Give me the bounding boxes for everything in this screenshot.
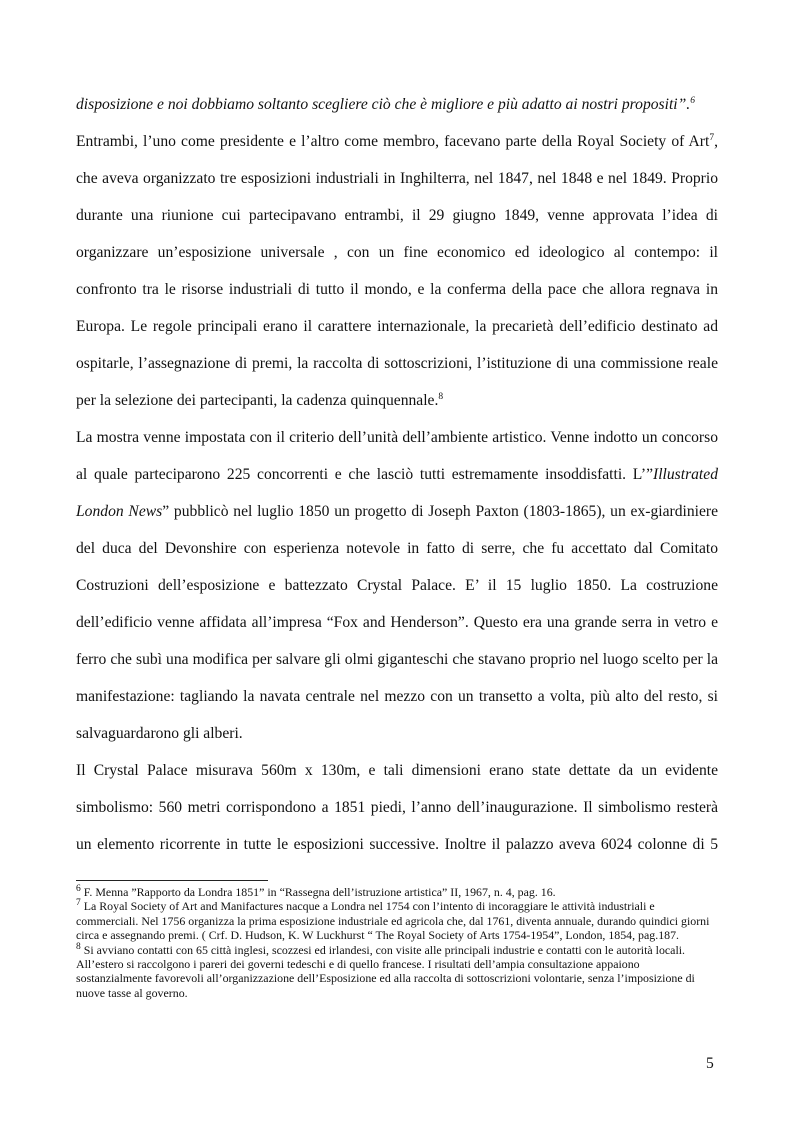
footnote-reference[interactable]: 8 xyxy=(438,391,444,402)
footnote-number: 6 xyxy=(76,884,81,895)
footnote-7 xyxy=(76,899,718,942)
footnote-6 xyxy=(76,885,718,899)
footnote-reference[interactable]: 7 xyxy=(709,132,715,143)
footnotes xyxy=(76,885,718,1000)
italic-text: Illustrated London News xyxy=(76,466,718,520)
footnote-reference[interactable]: 6 xyxy=(690,95,695,106)
text-run: Entrambi, l’uno come presidente e l’altro come membro, facevano parte della Royal Society of Art xyxy=(76,133,710,150)
footnote-8 xyxy=(76,943,718,1001)
main-text xyxy=(76,86,718,863)
footnote-number: 8 xyxy=(76,941,81,952)
footnote-separator xyxy=(76,880,268,881)
paragraph-royal-society xyxy=(76,123,718,419)
paragraph-crystal-palace-design xyxy=(76,419,718,752)
footnote-text: Si avviano contatti con 65 città inglesi, scozzesi ed irlandesi, con visite alle principali industrie e contatti con le autorità locali. All’estero si raccolgono i pareri dei governi tedeschi e di quello francese. I risultati dell’ampia consultazione appaiono sostanzialmente favorevoli all’organizzazione dell’Esposizione ed alla raccolta di sottoscrizioni volontarie, senza l’imposizione di nuove tasse al governo. xyxy=(76,942,695,1000)
text-run: , che aveva organizzato tre esposizioni industriali in Inghilterra, nel 1847, nel 1848 e nel 1849. Proprio durante una riunione cui partecipavano entrambi, il 29 giugno 1849, venne approvata l’idea di organizzare un’esposizione universale , con un fine economico ed ideologico al contempo: il confronto tra le risorse industriali di tutto il mondo, e la conferma della pace che allora regnava in Europa. Le regole principali erano il carattere internazionale, la precarietà dell’edificio destinato ad ospitarle, l’assegnazione di premi, la raccolta di sottoscrizioni, l’istituzione di una commissione reale per la selezione dei partecipanti, la cadenza quinquennale. xyxy=(76,133,718,409)
paragraph-continuation xyxy=(76,86,718,123)
italic-text: disposizione e noi dobbiamo soltanto scegliere ciò che è migliore e più adatto ai nostri propositi”. xyxy=(76,96,691,113)
footnote-text: F. Menna ”Rapporto da Londra 1851” in “Rassegna dell’istruzione artistica” II, 1967, n. 4, pag. 16. xyxy=(83,885,556,899)
footnote-text: La Royal Society of Art and Manifactures nacque a Londra nel 1754 con l’intento di incoraggiare le attività industriali e commerciali. Nel 1756 organizza la prima esposizione industriale ed agricola che, dal 1761, diventa annuale, durando quindici giorni circa e assegnando premi. ( Crf. D. Hudson, K. W Luckhurst “ The Royal Society of Arts 1754-1954”, London, 1854, pag.187. xyxy=(76,899,710,943)
text-run: ” pubblicò nel luglio 1850 un progetto di Joseph Paxton (1803-1865), un ex-giardiniere del duca del Devonshire con esperienza notevole in fatto di serre, che fu accettato dal Comitato Costruzioni dell’esposizione e battezzato Crystal Palace. E’ il 15 luglio 1850. La costruzione dell’edificio venne affidata all’impresa “Fox and Henderson”. Questo era una grande serra in vetro e ferro che subì una modifica per salvare gli olmi giganteschi che stavano proprio nel luogo scelto per la manifestazione: tagliando la navata centrale nel mezzo con un transetto a volta, più alto del resto, si salvaguardarono gli alberi. xyxy=(76,503,718,742)
text-run: La mostra venne impostata con il criterio dell’unità dell’ambiente artistico. Venne indotto un concorso al quale parteciparono 225 concorrenti e che lasciò tutti estremamente insoddisfatti. L’” xyxy=(76,429,718,483)
footnote-number: 7 xyxy=(76,898,81,909)
page-number: 5 xyxy=(706,1055,714,1072)
paragraph-crystal-palace-dimensions xyxy=(76,752,718,863)
text-run: Il Crystal Palace misurava 560m x 130m, e tali dimensioni erano state dettate da un evidente simbolismo: 560 metri corrispondono a 1851 piedi, l’anno dell’inaugurazione. Il simbolismo resterà un elemento ricorrente in tutte le esposizioni successive. Inoltre il palazzo aveva 6024 colonne di 5 xyxy=(76,762,718,853)
